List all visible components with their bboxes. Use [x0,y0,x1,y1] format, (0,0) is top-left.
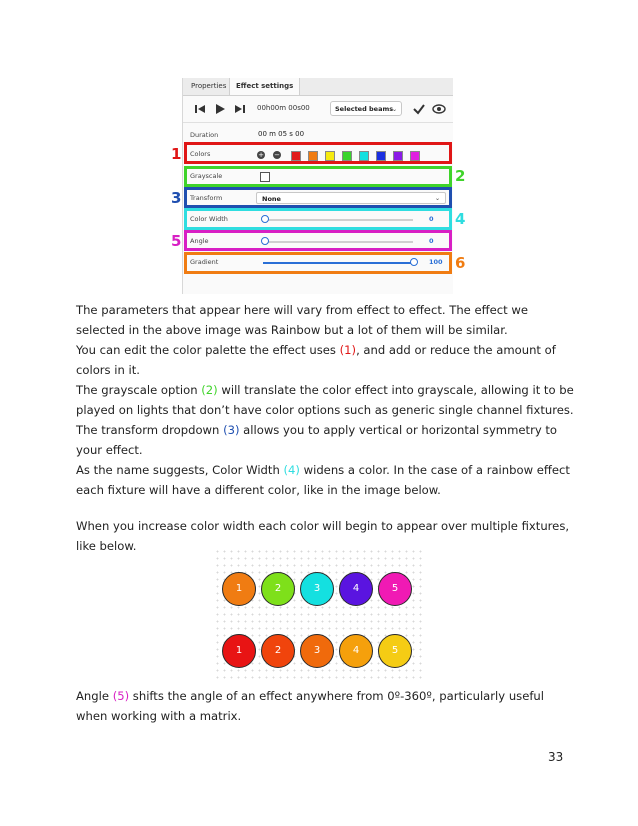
reference-2: (2) [201,383,218,397]
chevron-down-icon: ⌄ [434,195,440,202]
reference-3: (3) [223,423,240,437]
text-line: each fixture will have a different color, like in the image below. [76,483,441,497]
reference-1: (1) [339,343,357,357]
text-run: As the name suggests, Color Width [76,463,284,477]
paragraph-intro [76,300,576,500]
skip-back-icon [193,102,207,116]
skip-forward-icon [233,102,247,116]
highlight-box-4 [184,208,452,230]
fixture-circle: 4 [339,572,373,606]
page-number: 33 [548,750,564,764]
fixture-circle: 5 [378,572,412,606]
tab-bar [183,78,453,96]
text-line [76,686,576,706]
text-run: Angle [76,689,113,703]
chevron-down-icon: ⌄ [391,106,397,113]
playback-toolbar [183,96,453,123]
text-run: The transform dropdown [76,423,224,437]
add-color-icon: + [258,151,264,159]
text-line: like below. [76,539,137,553]
text-run: , and add or reduce the amount of [356,343,556,357]
time-readout: 00h00m 00s00 [257,104,310,112]
fixture-circle: 3 [300,572,334,606]
transform-value: None [262,195,281,203]
angle-value: 0 [429,237,434,245]
annotation-number-4: 4 [455,210,466,228]
text-run: will translate the color effect into grayscale, allowing it to be [217,383,574,397]
grayscale-label: Grayscale [190,172,223,180]
text-run: widens a color. In the case of a rainbow effect [299,463,570,477]
text-line: played on lights that don’t have color options such as generic single channel fixtures. [76,403,574,417]
text-run: The grayscale option [76,383,202,397]
fixture-circle: 5 [378,634,412,668]
reference-4: (4) [283,463,300,477]
highlight-box-2 [184,166,452,187]
highlight-box-6 [184,252,452,274]
text-line [76,460,576,480]
color-width-value: 0 [429,215,434,223]
paragraph-angle [76,686,576,726]
text-run: allows you to apply vertical or horizontal symmetry to [239,423,558,437]
tab-properties: Properties [191,82,227,90]
gradient-value: 100 [429,258,443,266]
angle-label: Angle [190,237,209,245]
duration-value: 00 m 05 s 00 [258,130,305,138]
annotation-number-6: 6 [455,254,466,272]
fixture-circle: 4 [339,634,373,668]
text-line [76,380,576,400]
fixture-circle: 3 [300,634,334,668]
check-icon [412,102,426,116]
color-width-label: Color Width [190,215,228,223]
highlight-box-5 [184,230,452,251]
text-line: The parameters that appear here will vary from effect to effect. The effect we [76,303,528,317]
play-icon [213,102,227,116]
text-line [76,340,576,360]
annotation-number-3: 3 [171,189,182,207]
reference-5: (5) [112,689,130,703]
text-line: colors in it. [76,363,140,377]
text-line: selected in the above image was Rainbow but a lot of them will be similar. [76,323,508,337]
duration-label: Duration [190,131,219,139]
transform-label: Transform [190,194,223,202]
highlight-box-3 [184,187,452,208]
text-run: shifts the angle of an effect anywhere from 0º-360º, particularly useful [129,689,544,703]
tab-effect-settings: Effect settings [229,78,300,95]
annotation-number-1: 1 [171,145,182,163]
colors-label: Colors [190,150,211,158]
eye-icon [432,102,446,116]
fixture-circle: 2 [261,572,295,606]
annotation-number-5: 5 [171,232,182,250]
text-line [76,420,576,440]
fixture-circle: 2 [261,634,295,668]
text-line: your effect. [76,443,143,457]
annotation-number-2: 2 [455,167,466,185]
highlight-box-1 [184,142,452,164]
fixtures-figure [214,548,422,680]
text-run: You can edit the color palette the effect uses [76,343,340,357]
fixture-circle: 1 [222,572,256,606]
remove-color-icon: − [274,151,280,159]
fixture-circle: 1 [222,634,256,668]
selected-beams-select [330,101,402,116]
text-line: When you increase color width each color will begin to appear over multiple fixtures, [76,519,570,533]
gradient-label: Gradient [190,258,219,266]
text-line: when working with a matrix. [76,709,242,723]
selected-beams-label: Selected beams [335,105,394,113]
